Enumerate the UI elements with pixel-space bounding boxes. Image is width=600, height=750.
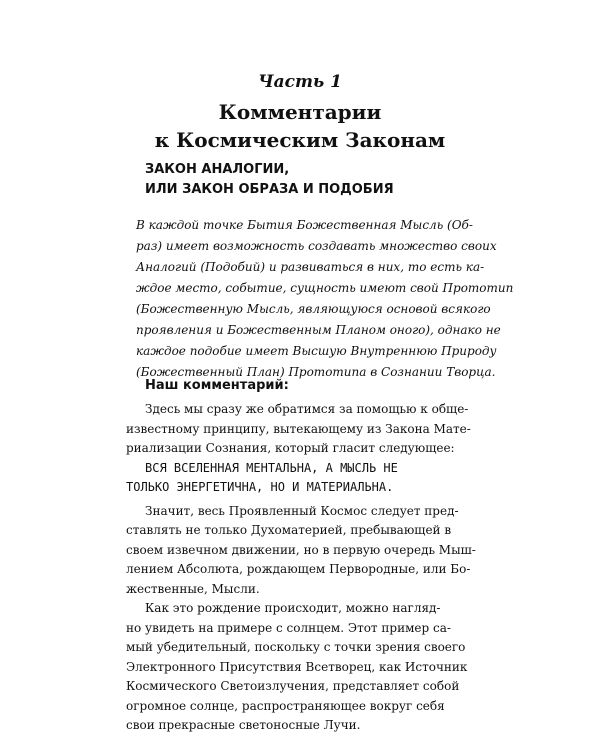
paragraph-line: лением Абсолюта, рождающем Первородные, или Бо- <box>126 562 471 576</box>
comment-heading: Наш комментарий: <box>145 378 289 393</box>
law-heading-line: ИЛИ ЗАКОН ОБРАЗА И ПОДОБИЯ <box>145 182 394 197</box>
paragraph-line: известному принципу, вытекающему из Закона Мате- <box>126 421 471 436</box>
part-title <box>0 98 600 154</box>
paragraph-line: своем извечном движении, но в первую очередь Мыш- <box>126 542 476 557</box>
law-text-line: проявления и Божественным Планом оного), однако не <box>136 323 501 337</box>
paragraph-line: свои прекрасные светоносные Лучи. <box>126 718 361 732</box>
paragraph-line: Электронного Присутствия Всетворец, как Источник <box>126 659 468 674</box>
paragraph-line: жественные, Мысли. <box>126 581 260 596</box>
paragraph-line: Значит, весь Проявленный Космос следует пред- <box>145 503 459 518</box>
law-text-line: (Божественную Мысль, являющуюся основой всякого <box>136 302 491 316</box>
paragraph-line: Как это рождение происходит, можно нагляд- <box>145 601 441 615</box>
paragraph-line: Здесь мы сразу же обратимся за помощью к обще- <box>145 402 469 416</box>
law-heading-line: ЗАКОН АНАЛОГИИ, <box>145 162 290 177</box>
law-text-line: В каждой точке Бытия Божественная Мысль (Об- <box>136 218 473 232</box>
law-text-line: каждое подобие имеет Высшую Внутреннюю Природу <box>136 344 497 358</box>
caps-statement-line: ТОЛЬКО ЭНЕРГЕТИЧНА, НО И МАТЕРИАЛЬНА. <box>126 480 394 494</box>
part-title-line: к Космическим Законам <box>154 128 446 152</box>
paragraph-line: ставлять не только Духоматерией, пребывающей в <box>126 523 452 537</box>
law-text-line: Аналогий (Подобий) и развиваться в них, то есть ка- <box>136 260 485 274</box>
law-heading <box>145 160 485 200</box>
part-label: Часть 1 <box>258 72 342 92</box>
law-text-line: раз) имеет возможность создавать множество своих <box>136 239 497 253</box>
law-text-line: ждое место, событие, сущность имеют свой Прототип <box>136 281 514 295</box>
law-text <box>136 215 514 383</box>
paragraph-line: мый убедительный, поскольку с точки зрения своего <box>126 640 466 654</box>
law-text-line: (Божественный План) Прототипа в Сознании Творца. <box>136 365 496 379</box>
paragraph-line: огромное солнце, распространяющее вокруг себя <box>126 698 445 713</box>
paragraph-line: но увидеть на примере с солнцем. Этот пример са- <box>126 620 451 635</box>
part-title-line: Комментарии <box>218 100 382 124</box>
paragraph-line: риализации Сознания, который гласит следующее: <box>126 441 455 455</box>
paragraph-line: Космического Светоизлучения, представляет собой <box>126 679 460 693</box>
comment-body <box>126 400 476 736</box>
caps-statement-line: ВСЯ ВСЕЛЕННАЯ МЕНТАЛЬНА, А МЫСЛЬ НЕ <box>145 460 398 475</box>
